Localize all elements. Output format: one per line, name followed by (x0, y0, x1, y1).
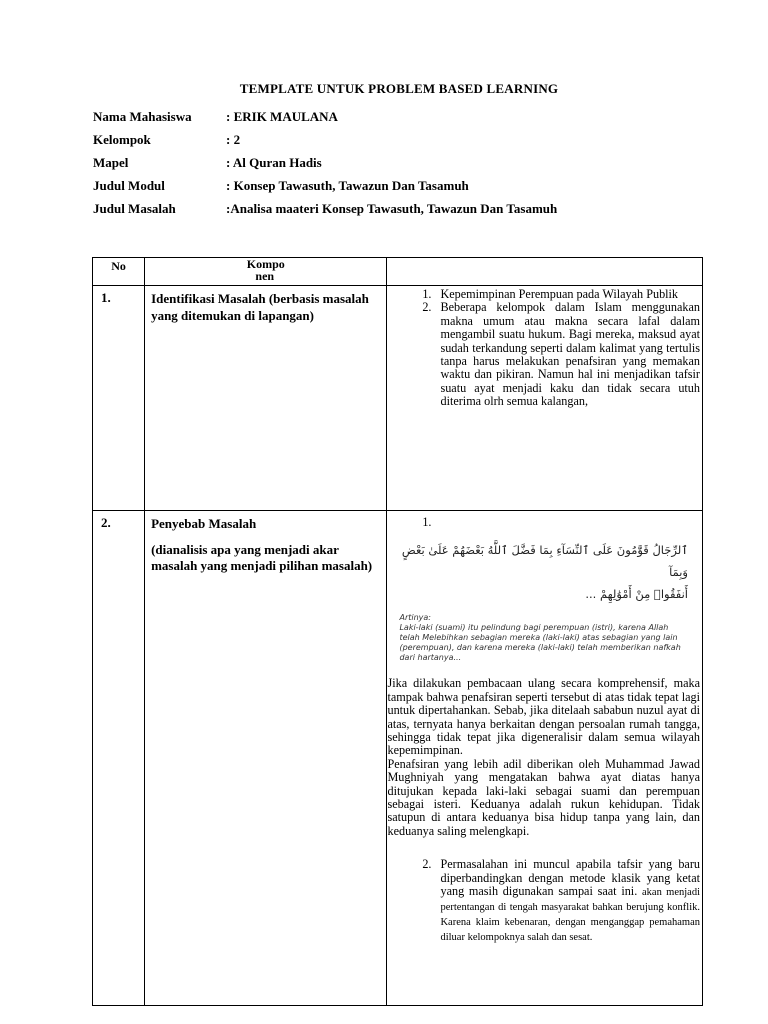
translation-label: Artinya: (399, 613, 431, 623)
table-header-row (93, 258, 703, 286)
row-number: 2. (93, 511, 145, 1006)
table-row (93, 511, 703, 1006)
meta-value: : 2 (226, 132, 241, 147)
identity-block (93, 110, 693, 225)
list-text-main: Permasalahan ini muncul apabila tafsir yang baru diperbandingkan dengan metode klasik yang ketat yang masih digunakan sampai saat ini. (440, 857, 700, 899)
list-number: 2. (422, 300, 432, 315)
component-subtitle: (dianalisis apa yang menjadi akar masalah yang menjadi pilihan masalah) (151, 542, 373, 573)
analysis-paragraph: Penafsiran yang lebih adil diberikan oleh Muhammad Jawad Mughniyah yang mengatakan bahwa ayat diatas hanya ditujukan kepada laki-laki sebagai suami dan perempuan sebagai isteri. Keduanya adalah rukun kehidupan. Tidak satupun di antara keduanya bisa hidup tanpa yang lain, dan keduanya saling melengkapi. (387, 756, 700, 838)
meta-value: : ERIK MAULANA (226, 109, 338, 124)
meta-label: Judul Masalah (93, 201, 176, 216)
header-komponen (145, 258, 387, 286)
header-description (387, 258, 703, 286)
list-item (387, 858, 700, 945)
cause-list (387, 516, 700, 529)
meta-row-nama (93, 110, 693, 133)
list-item (387, 516, 700, 529)
meta-label: Nama Mahasiswa (93, 109, 192, 124)
meta-row-mapel (93, 156, 693, 179)
list-number: 1. (422, 515, 432, 529)
quran-verse-line: أَنفَقُوا۟ مِنْ أَمْوَٰلِهِمْ ... (585, 587, 688, 602)
meta-value: :Analisa maateri Konsep Tawasuth, Tawazun Dan Tasamuh (226, 201, 558, 216)
problem-list (387, 288, 700, 409)
row-description (387, 286, 703, 511)
document-title: TEMPLATE UNTUK PROBLEM BASED LEARNING (239, 81, 559, 96)
list-text-small: akan menjadi pertentangan di tengah masyarakat bahkan berujung konflik. Karena klaim kebenaran, dengan menganggap pemahaman diluar kelompoknya salah dan sesat. (440, 887, 701, 944)
list-number: 2. (422, 857, 432, 872)
verse-translation (399, 613, 689, 663)
quran-verse-line: ٱلرِّجَالُ قَوَّٰمُونَ عَلَى ٱلنِّسَآءِ بِمَا فَضَّلَ ٱللَّهُ بَعْضَهُمْ عَلَىٰ بَعْضٍ وَبِمَآ (401, 543, 688, 580)
meta-row-judul-modul (93, 179, 693, 202)
header-komponen-line1: Kompo (246, 257, 285, 271)
row-component: Identifikasi Masalah (berbasis masalah yang ditemukan di lapangan) (145, 286, 387, 511)
meta-row-judul-masalah (93, 202, 693, 225)
list-text: Kepemimpinan Perempuan pada Wilayah Publik (440, 287, 679, 301)
meta-label: Kelompok (93, 132, 151, 147)
meta-row-kelompok (93, 133, 693, 156)
analysis-paragraph: Jika dilakukan pembacaan ulang secara komprehensif, maka tampak bahwa penafsiran seperti tersebut di atas tidak tepat lagi untuk dipertahankan. Sebab, jika ditelaah sababun nuzul ayat di atas, ternyata hanya berkaitan dengan persoalan rumah tangga, sehingga tidak tepat jika digeneralisir dalam semua wilayah kepemimpinan. (387, 676, 700, 758)
list-text (440, 858, 700, 945)
component-title: Penyebab Masalah (151, 516, 257, 531)
list-item (387, 288, 700, 301)
meta-value: : Al Quran Hadis (226, 155, 322, 170)
meta-value: : Konsep Tawasuth, Tawazun Dan Tasamuh (226, 178, 469, 193)
list-text: Beberapa kelompok dalam Islam menggunakan makna umum atau makna secara lafal dalam mengambil suatu hukum. Bagi mereka, maksud ayat sudah terkandung seperti dalam kalimat yang tertulis tanpa harus melakukan penafsiran yang memakan waktu dan pikiran. Namun hal ini menjadikan tafsir suatu ayat menjadi kaku dan tidak secara utuh diterima olrh semua kalangan, (440, 300, 700, 409)
row-component (145, 511, 387, 1006)
row-description (387, 511, 703, 1006)
row-number: 1. (93, 286, 145, 511)
cause-list-continued (387, 858, 700, 945)
quran-verse (387, 539, 700, 605)
list-number: 1. (422, 287, 432, 301)
header-komponen-line2: nen (255, 269, 275, 283)
table-row (93, 286, 703, 511)
pbl-table (92, 257, 703, 1006)
translation-text: Laki-laki (suami) itu pelindung bagi perempuan (istri), karena Allah telah Melebihkan sebagian mereka (laki-laki) atas sebagian yang lain (perempuan), dan karena mereka (laki-laki) telah memberikan nafkah dari hartanya... (399, 623, 681, 663)
meta-label: Judul Modul (93, 178, 165, 193)
list-item (387, 301, 700, 408)
meta-label: Mapel (93, 155, 129, 170)
header-no: No (93, 258, 145, 286)
